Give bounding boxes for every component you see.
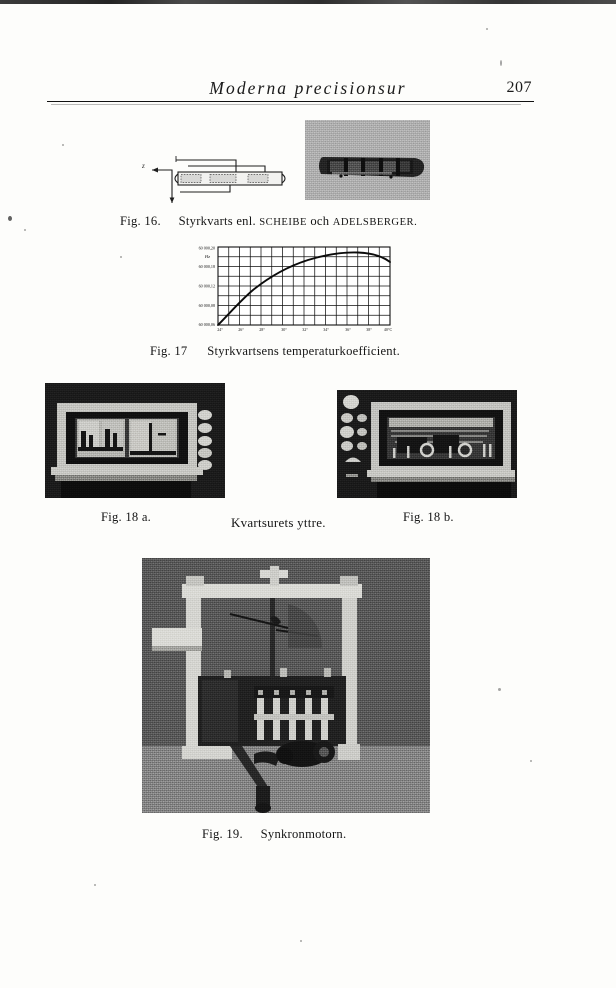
fig18b-photo-content: [337, 390, 517, 498]
fig17-caption: [150, 344, 400, 359]
scan-speck: [24, 229, 26, 231]
page-title: Moderna precisionsur: [209, 78, 407, 98]
scan-speck: [62, 144, 64, 146]
fig19-left-arm: [152, 628, 202, 646]
fig18-shared-caption: Kvartsurets yttre.: [231, 515, 326, 530]
chart-y-tick: 60 000,06: [198, 322, 215, 327]
scan-speck: [500, 60, 502, 66]
scan-speck: [94, 884, 96, 886]
fig18a-photograph: [45, 383, 225, 498]
fig19-photo-content: [142, 558, 430, 813]
fig17-caption-number: Fig. 17: [150, 344, 188, 358]
chart-x-tick: 36°: [345, 327, 351, 332]
chart-y-axis-unit: Hz: [204, 254, 210, 259]
chart-x-tick: 34°: [323, 327, 329, 332]
chart-y-tick: 60 000,18: [198, 264, 215, 269]
fig19-caption-text: Synkronmotorn.: [260, 827, 347, 841]
fig19-caption: [202, 827, 346, 842]
fig16-schematic-svg: [132, 148, 292, 206]
fig18a-photo-content: [45, 383, 225, 498]
chart-x-tick: 24°: [217, 327, 223, 332]
fig16-caption-conjunction: och: [310, 214, 330, 228]
scan-speck: [120, 256, 122, 258]
fig18a-caption: Fig. 18 a.: [101, 510, 152, 524]
fig17-caption-text: Styrkvartsens temperaturkoefficient.: [207, 344, 400, 358]
chart-x-tick: 40°C: [383, 327, 393, 332]
chart-x-tick: 32°: [302, 327, 308, 332]
fig16-schematic-diagram: [132, 148, 292, 206]
fig16-caption: [120, 214, 417, 229]
chart-x-tick: 28°: [259, 327, 265, 332]
fig19-caption-number: Fig. 19.: [202, 827, 243, 841]
fig17-chart: [178, 243, 403, 338]
fig18b-photograph: [337, 390, 517, 498]
chart-y-tick: 60 000,08: [198, 303, 215, 308]
fig16-caption-name-scheibe: SCHEIBE: [259, 217, 307, 228]
scan-edge-artifact: [0, 0, 616, 4]
fig16-caption-number: Fig. 16.: [120, 214, 161, 228]
page-number: 207: [506, 79, 532, 96]
scan-speck: [300, 940, 302, 942]
scan-speck: [486, 28, 488, 30]
fig16-caption-name-adelsberger: ADELSBERGER.: [332, 217, 418, 228]
header-rule: [47, 101, 534, 102]
chart-x-tick: 26°: [238, 327, 244, 332]
chart-x-tick: 38°: [366, 327, 372, 332]
fig19-top-beam: [182, 584, 362, 598]
fig16-caption-text: Styrkvarts enl.: [178, 214, 256, 228]
fig19-photograph: [142, 558, 430, 813]
chart-x-tick-labels: [217, 327, 392, 332]
fig16-lead-arrow-down: [170, 198, 175, 204]
chart-y-tick: 60 000,12: [198, 283, 215, 289]
scan-speck: [498, 688, 501, 691]
fig18b-caption: Fig. 18 b.: [403, 510, 454, 524]
fig16-axis-label: z: [142, 162, 145, 170]
chart-y-tick: 60 000,20: [198, 245, 215, 251]
fig16-lead-arrow: [152, 168, 158, 173]
scan-speck: [530, 760, 532, 762]
chart-x-tick: 30°: [281, 327, 287, 332]
scan-speck: [8, 216, 12, 221]
fig16-photograph: [305, 120, 430, 200]
fig17-chart-svg: [178, 243, 403, 338]
fig16-photo-content: [305, 120, 430, 200]
